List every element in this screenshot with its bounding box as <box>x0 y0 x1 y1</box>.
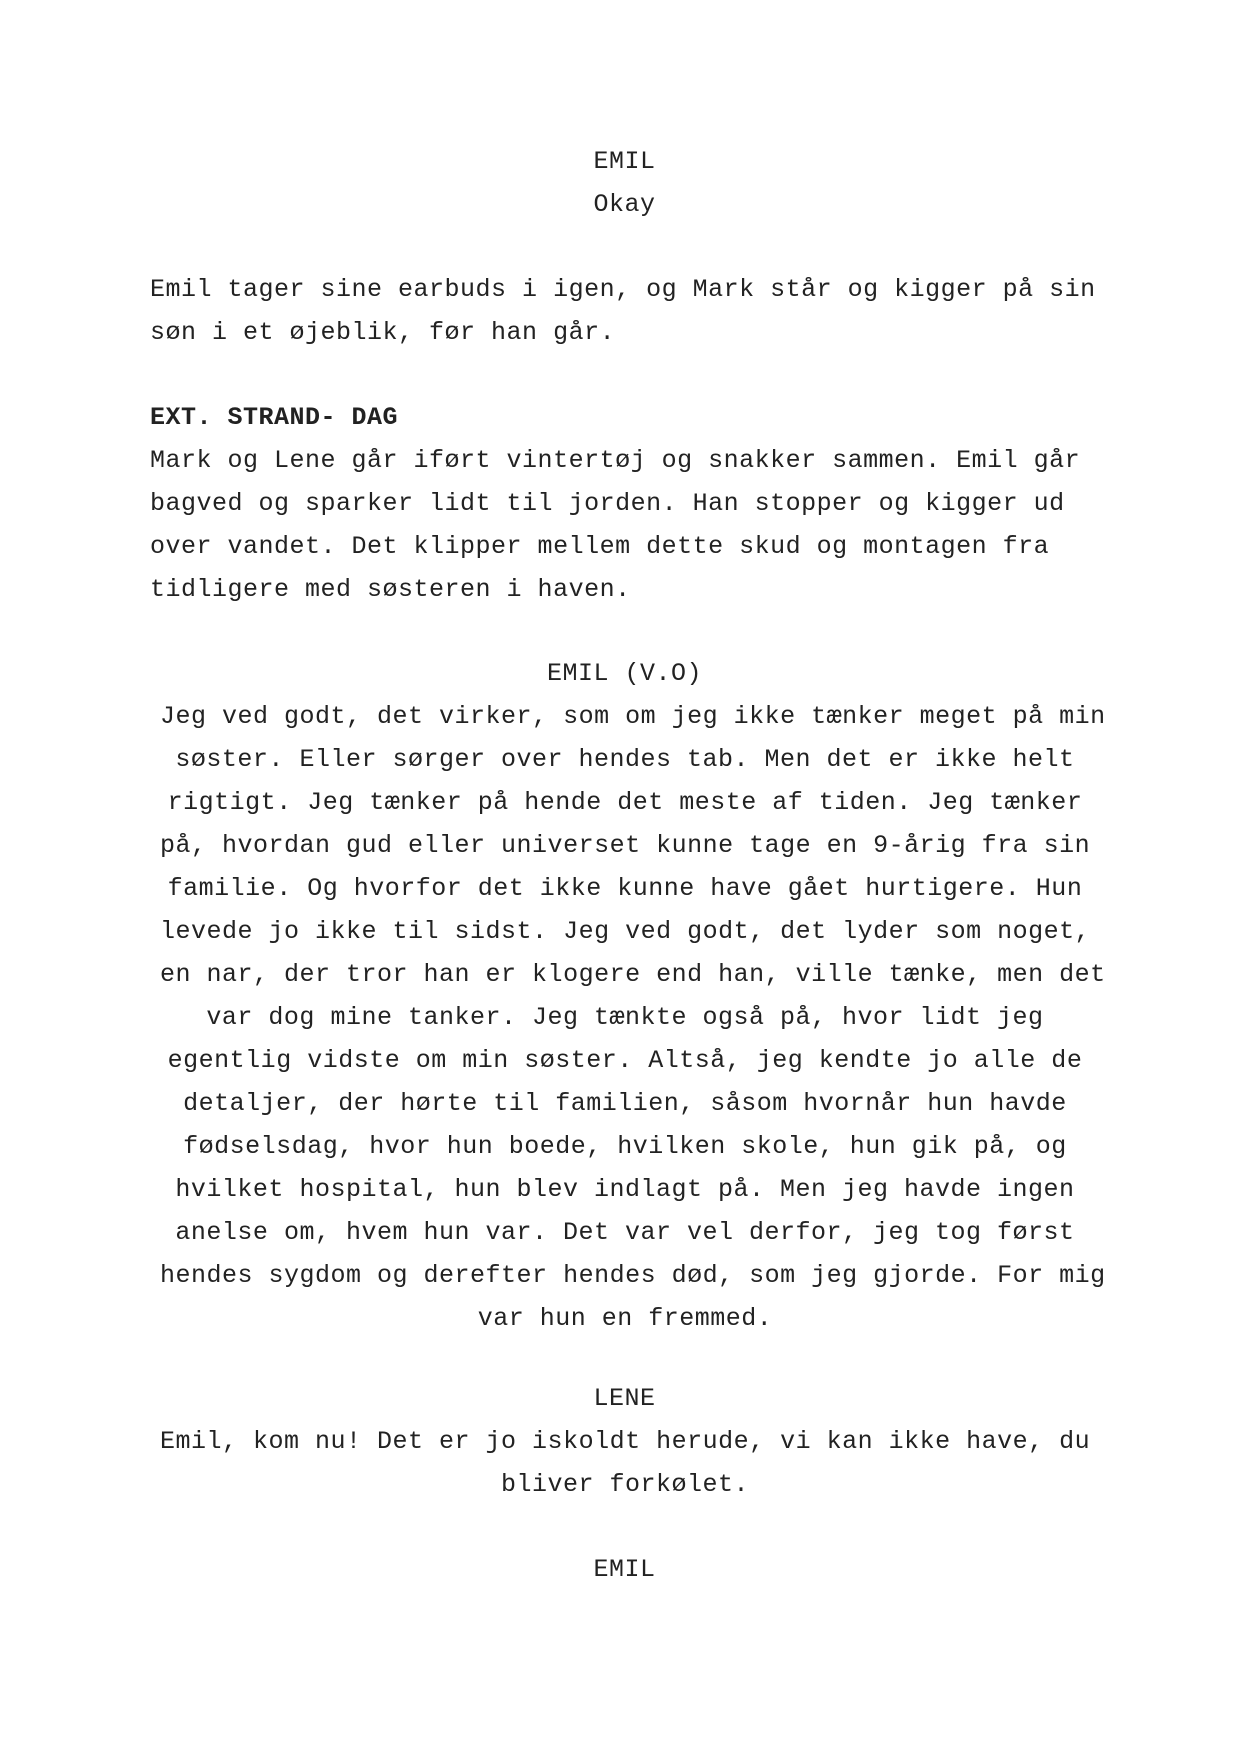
dialogue-line: hendes sygdom og derefter hendes død, som jeg gjorde. For mig <box>160 1261 1106 1290</box>
dialogue-line: hvilket hospital, hun blev indlagt på. Men jeg havde ingen <box>175 1175 1075 1204</box>
character-cue-emil-vo <box>0 652 1241 695</box>
dialogue-line: bliver forkølet. <box>500 1470 750 1499</box>
character-name: LENE <box>593 1384 656 1413</box>
action-line: Emil tager sine earbuds i igen, og Mark står og kigger på sin <box>150 275 1096 304</box>
dialogue-emil-okay <box>0 183 1241 226</box>
action-line: over vandet. Det klipper mellem dette skud og montagen fra <box>150 532 1050 561</box>
dialogue-line: Okay <box>593 190 656 219</box>
character-name: EMIL <box>593 147 656 176</box>
character-cue-emil-2 <box>0 1548 1241 1591</box>
scene-heading-text: EXT. STRAND- DAG <box>150 403 399 432</box>
dialogue-line: Emil, kom nu! Det er jo iskoldt herude, vi kan ikke have, du <box>160 1427 1091 1456</box>
dialogue-line: detaljer, der hørte til familien, såsom hvornår hun havde <box>183 1089 1067 1118</box>
dialogue-emil-vo <box>160 695 1106 1340</box>
action-block-1 <box>150 268 1110 354</box>
dialogue-line: var hun en fremmed. <box>477 1304 773 1333</box>
dialogue-lene <box>160 1420 1090 1506</box>
dialogue-line: familie. Og hvorfor det ikke kunne have gået hurtigere. Hun <box>167 874 1083 903</box>
dialogue-line: en nar, der tror han er klogere end han, ville tænke, men det <box>160 960 1106 989</box>
dialogue-line: Jeg ved godt, det virker, som om jeg ikke tænker meget på min <box>160 702 1106 731</box>
action-line: søn i et øjeblik, før han går. <box>150 318 616 347</box>
dialogue-line: fødselsdag, hvor hun boede, hvilken skole, hun gik på, og <box>183 1132 1067 1161</box>
dialogue-line: anelse om, hvem hun var. Det var vel derfor, jeg tog først <box>175 1218 1075 1247</box>
dialogue-line: rigtigt. Jeg tænker på hende det meste af tiden. Jeg tænker <box>167 788 1083 817</box>
character-name: EMIL <box>593 1555 656 1584</box>
character-cue-emil <box>0 140 1241 183</box>
scene-heading <box>150 396 1110 439</box>
action-block-2 <box>150 439 1110 611</box>
character-cue-lene <box>0 1377 1241 1420</box>
action-line: Mark og Lene går iført vintertøj og snakker sammen. Emil går <box>150 446 1081 475</box>
dialogue-line: søster. Eller sørger over hendes tab. Men det er ikke helt <box>175 745 1075 774</box>
dialogue-line: egentlig vidste om min søster. Altså, jeg kendte jo alle de <box>167 1046 1083 1075</box>
character-name: EMIL (V.O) <box>546 659 703 688</box>
dialogue-line: levede jo ikke til sidst. Jeg ved godt, det lyder som noget, <box>160 917 1091 946</box>
action-line: tidligere med søsteren i haven. <box>150 575 631 604</box>
action-line: bagved og sparker lidt til jorden. Han stopper og kigger ud <box>150 489 1065 518</box>
dialogue-line: på, hvordan gud eller universet kunne tage en 9-årig fra sin <box>160 831 1091 860</box>
dialogue-line: var dog mine tanker. Jeg tænkte også på, hvor lidt jeg <box>206 1003 1044 1032</box>
